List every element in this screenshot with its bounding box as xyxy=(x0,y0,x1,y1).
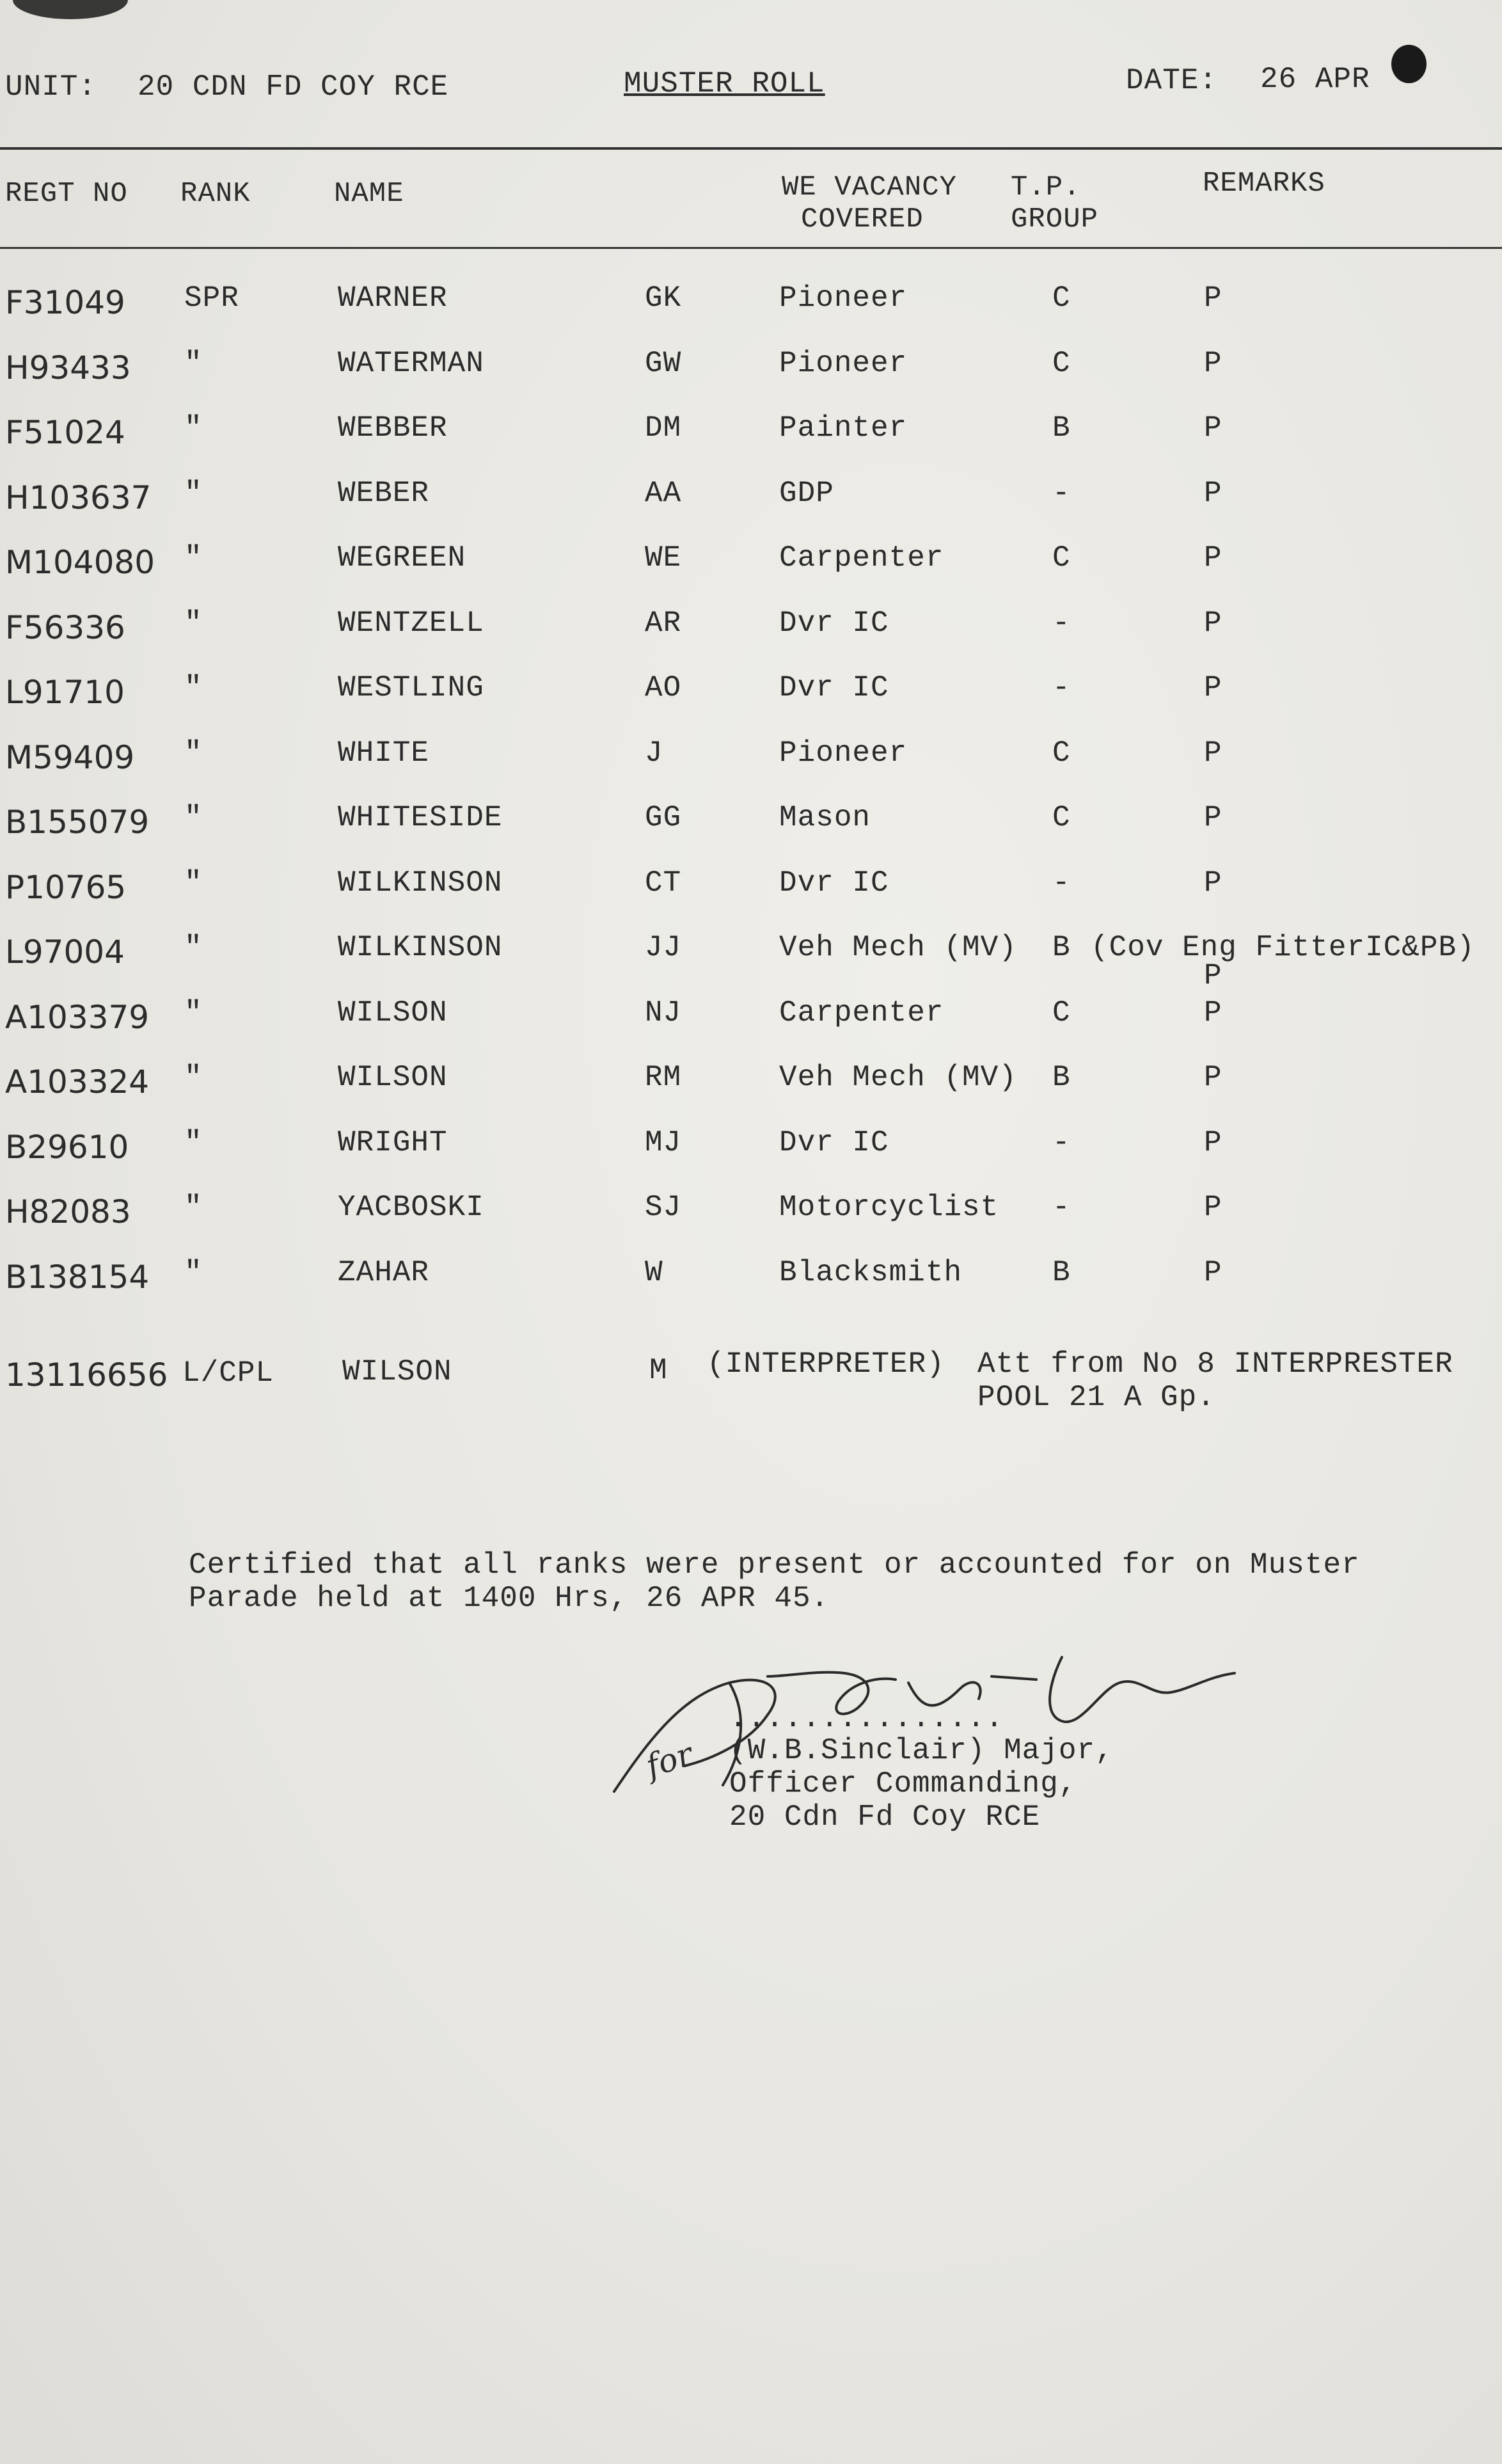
date-label: DATE: xyxy=(1126,64,1218,97)
row-tp-group: - xyxy=(1052,606,1071,640)
extra-row-remarks-2: POOL 21 A Gp. xyxy=(977,1381,1215,1414)
row-regt-no: L91710 xyxy=(5,674,125,711)
row-initials: AA xyxy=(645,476,682,510)
row-rank: " xyxy=(184,541,203,575)
row-regt-no: H82083 xyxy=(5,1193,131,1230)
row-rank: " xyxy=(184,346,203,380)
row-regt-no: F31049 xyxy=(5,284,125,321)
row-tp-group: B xyxy=(1052,1061,1071,1094)
row-regt-no: F56336 xyxy=(5,608,125,646)
row-tp-group: - xyxy=(1052,1125,1071,1159)
row-rank: " xyxy=(184,1255,203,1289)
row-remarks: (Cov Eng FitterIC&PB) xyxy=(1091,931,1475,964)
extra-row-regt: 13116656 xyxy=(5,1356,168,1394)
row-rank: " xyxy=(184,996,203,1029)
row-vacancy-covered: Pioneer xyxy=(779,736,908,770)
row-remarks: P xyxy=(1204,282,1222,315)
row-rank: " xyxy=(184,411,203,445)
row-name: WRIGHT xyxy=(338,1125,448,1159)
row-vacancy-covered: Dvr IC xyxy=(779,671,889,704)
date-value: 26 APR xyxy=(1260,63,1370,96)
col-regt-no: REGT NO xyxy=(5,178,128,210)
row-name: WARNER xyxy=(338,282,448,315)
row-vacancy-covered: Dvr IC xyxy=(779,1125,889,1159)
row-vacancy-covered: Mason xyxy=(779,801,871,834)
col-name: NAME xyxy=(334,178,404,210)
row-name: WHITE xyxy=(338,736,430,770)
row-regt-no: P10765 xyxy=(5,868,127,906)
row-vacancy-covered: Dvr IC xyxy=(779,866,889,900)
row-name: YACBOSKI xyxy=(338,1191,484,1224)
row-remarks: P xyxy=(1204,1125,1222,1159)
row-rank: " xyxy=(184,1125,203,1159)
row-regt-no: B29610 xyxy=(5,1128,129,1166)
row-remarks: P xyxy=(1204,476,1222,510)
row-rank: " xyxy=(184,671,203,704)
row-remarks: P xyxy=(1204,801,1222,834)
row-vacancy-covered: Painter xyxy=(779,411,908,445)
col-remarks: REMARKS xyxy=(1203,168,1325,200)
extra-row-remarks-1: Att from No 8 INTERPRESTER xyxy=(977,1347,1453,1381)
row-initials: DM xyxy=(645,411,682,445)
row-tp-group: - xyxy=(1052,1191,1071,1224)
row-name: WEBER xyxy=(338,476,430,510)
row-remarks: P xyxy=(1204,541,1222,575)
row-regt-no: H93433 xyxy=(5,349,131,386)
row-vacancy-covered: Veh Mech (MV) xyxy=(779,931,1017,964)
ink-blot-top-right xyxy=(1391,45,1427,83)
signature-title: Officer Commanding, xyxy=(729,1767,1077,1800)
row-rank: " xyxy=(184,801,203,834)
row-tp-group: B xyxy=(1052,931,1071,964)
ink-blot-top-left xyxy=(13,0,128,19)
row-initials: GK xyxy=(645,282,682,315)
signature-dots: ............... xyxy=(729,1702,1004,1735)
col-rank: RANK xyxy=(180,178,251,210)
signature-unit: 20 Cdn Fd Coy RCE xyxy=(729,1800,1041,1834)
row-remarks: P xyxy=(1204,411,1222,445)
page-title: MUSTER ROLL xyxy=(624,67,825,100)
row-rank: SPR xyxy=(184,282,239,315)
row-tp-group: C xyxy=(1052,996,1071,1029)
row-remarks: P xyxy=(1204,346,1222,380)
row-name: ZAHAR xyxy=(338,1255,430,1289)
row-initials: WE xyxy=(645,541,682,575)
row-vacancy-covered: Blacksmith xyxy=(779,1255,963,1289)
row-name: WATERMAN xyxy=(338,346,484,380)
row-regt-no: F51024 xyxy=(5,414,125,451)
row-initials: CT xyxy=(645,866,682,900)
row-name: WHITESIDE xyxy=(338,801,503,834)
row-remarks: P xyxy=(1204,1191,1222,1224)
row-vacancy-covered: Dvr IC xyxy=(779,606,889,640)
row-name: WENTZELL xyxy=(338,606,484,640)
row-tp-group: C xyxy=(1052,541,1071,575)
extra-row-rank: L/CPL xyxy=(182,1356,274,1390)
extra-row-trade: (INTERPRETER) xyxy=(707,1347,945,1381)
row-tp-group: - xyxy=(1052,476,1071,510)
row-rank: " xyxy=(184,931,203,964)
header-rule xyxy=(0,147,1502,150)
row-regt-no: L97004 xyxy=(5,934,125,971)
row-remarks: P xyxy=(1204,606,1222,640)
row-tp-group: - xyxy=(1052,866,1071,900)
row-initials: JJ xyxy=(645,931,682,964)
row-name: WILSON xyxy=(338,996,448,1029)
row-vacancy-covered: Pioneer xyxy=(779,282,908,315)
extra-row-init: M xyxy=(649,1354,668,1387)
col-we-covered: COVERED xyxy=(801,203,924,235)
row-rank: " xyxy=(184,1191,203,1224)
row-name: WILKINSON xyxy=(338,931,503,964)
unit-value: 20 CDN FD COY RCE xyxy=(138,70,449,104)
row-tp-group: C xyxy=(1052,801,1071,834)
row-regt-no: M104080 xyxy=(5,544,155,581)
col-tp: T.P. xyxy=(1011,171,1081,203)
row-regt-no: B138154 xyxy=(5,1258,150,1296)
row-initials: RM xyxy=(645,1061,682,1094)
row-tp-group: C xyxy=(1052,346,1071,380)
row-initials: AR xyxy=(645,606,682,640)
unit-label: UNIT: xyxy=(5,70,97,104)
row-regt-no: A103324 xyxy=(5,1063,150,1101)
extra-row-name: WILSON xyxy=(342,1355,452,1388)
row-name: WEBBER xyxy=(338,411,448,445)
row-name: WESTLING xyxy=(338,671,484,704)
row-initials: GW xyxy=(645,346,682,380)
certification-line-2: Parade held at 1400 Hrs, 26 APR 45. xyxy=(189,1582,830,1615)
row-regt-no: H103637 xyxy=(5,479,152,516)
row-rank: " xyxy=(184,476,203,510)
row-initials: NJ xyxy=(645,996,682,1029)
col-we-vacancy: WE VACANCY xyxy=(782,171,958,203)
row-initials: W xyxy=(645,1255,663,1289)
row-remarks: P xyxy=(1204,996,1222,1029)
row-tp-group: C xyxy=(1052,736,1071,770)
row-initials: J xyxy=(645,736,663,770)
row-rank: " xyxy=(184,866,203,900)
row-remarks-secondary: P xyxy=(1204,959,1222,992)
row-name: WILSON xyxy=(338,1061,448,1094)
row-vacancy-covered: Carpenter xyxy=(779,541,944,575)
row-initials: SJ xyxy=(645,1191,682,1224)
row-tp-group: - xyxy=(1052,671,1071,704)
row-vacancy-covered: Carpenter xyxy=(779,996,944,1029)
certification-line-1: Certified that all ranks were present or accounted for on Muster xyxy=(189,1548,1360,1582)
row-tp-group: B xyxy=(1052,1255,1071,1289)
col-group: GROUP xyxy=(1011,203,1099,235)
row-tp-group: C xyxy=(1052,282,1071,315)
row-tp-group: B xyxy=(1052,411,1071,445)
row-initials: MJ xyxy=(645,1125,682,1159)
row-vacancy-covered: Motorcyclist xyxy=(779,1191,999,1224)
row-rank: " xyxy=(184,1061,203,1094)
row-vacancy-covered: GDP xyxy=(779,476,834,510)
row-name: WEGREEN xyxy=(338,541,466,575)
row-initials: GG xyxy=(645,801,682,834)
signature-name: (W.B.Sinclair) Major, xyxy=(729,1734,1114,1767)
row-initials: AO xyxy=(645,671,682,704)
row-rank: " xyxy=(184,736,203,770)
row-remarks: P xyxy=(1204,1061,1222,1094)
row-remarks: P xyxy=(1204,866,1222,900)
row-vacancy-covered: Pioneer xyxy=(779,346,908,380)
row-regt-no: M59409 xyxy=(5,738,135,776)
row-remarks: P xyxy=(1204,1255,1222,1289)
signature-prefix: for xyxy=(641,1735,697,1785)
row-remarks: P xyxy=(1204,736,1222,770)
row-rank: " xyxy=(184,606,203,640)
row-regt-no: B155079 xyxy=(5,804,150,841)
row-regt-no: A103379 xyxy=(5,998,150,1036)
column-header-rule xyxy=(0,247,1502,249)
row-vacancy-covered: Veh Mech (MV) xyxy=(779,1061,1017,1094)
row-remarks: P xyxy=(1204,671,1222,704)
row-name: WILKINSON xyxy=(338,866,503,900)
